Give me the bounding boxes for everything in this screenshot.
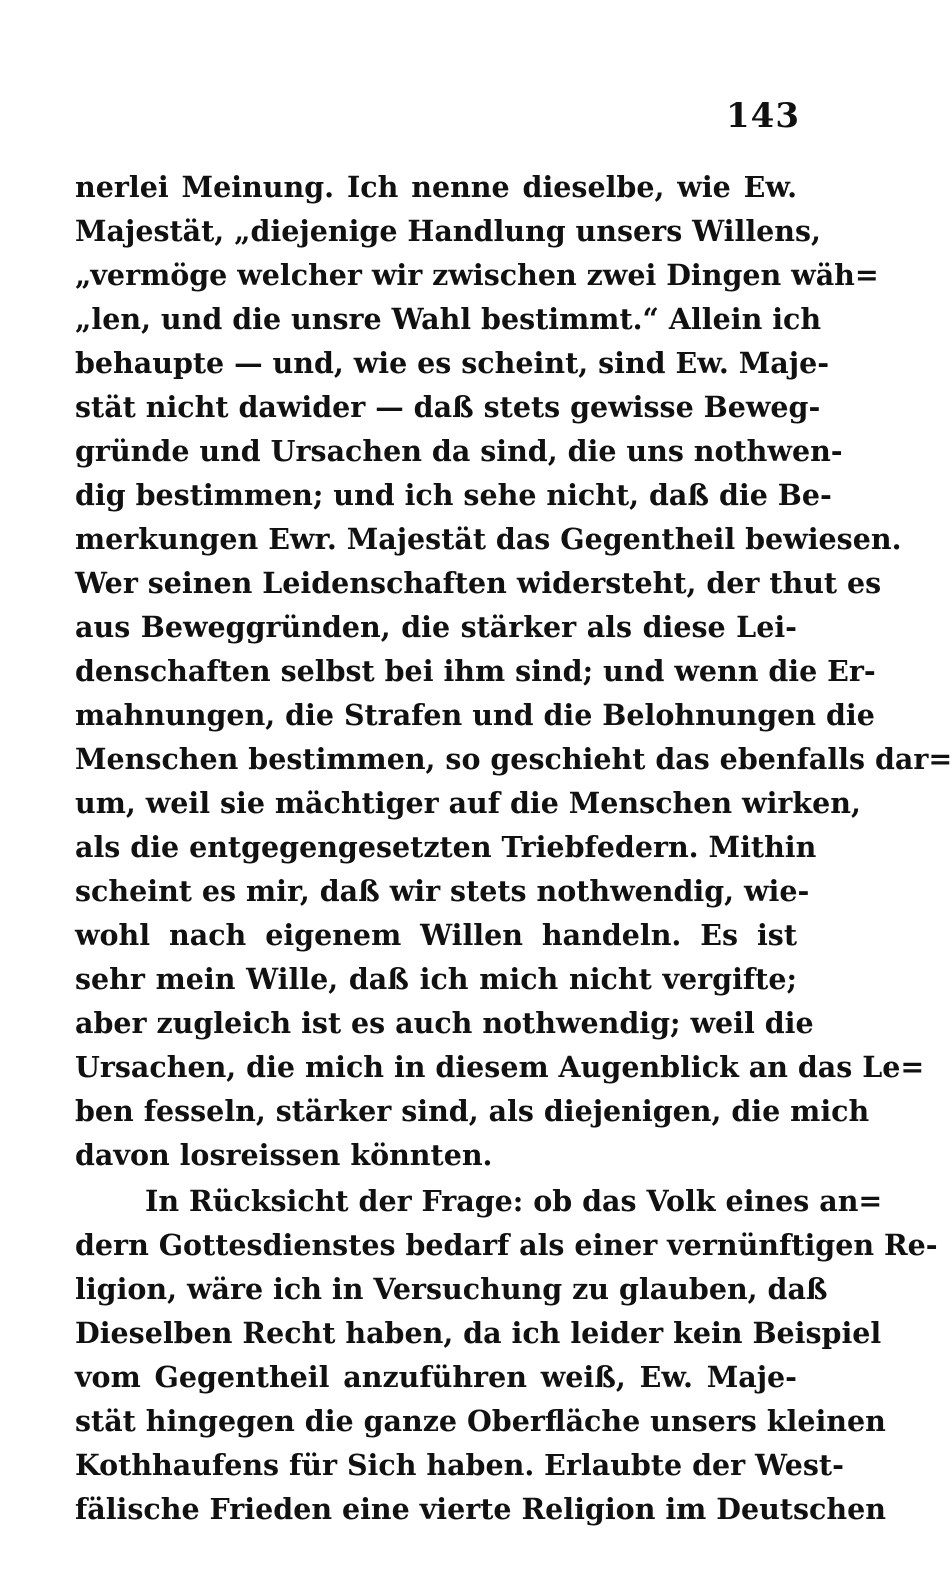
- text-line: sehr mein Wille, daß ich mich nicht vergifte;: [75, 962, 797, 996]
- text-line: behaupte — und, wie es scheint, sind Ew. Maje-: [75, 346, 830, 380]
- page-number: 143: [726, 96, 800, 136]
- text-line: als die entgegengesetzten Triebfedern. Mithin: [75, 830, 817, 864]
- text-line: dig bestimmen; und ich sehe nicht, daß die Be-: [75, 478, 832, 512]
- text-line: ligion, wäre ich in Versuchung zu glauben, daß: [75, 1272, 828, 1306]
- text-line: vom Gegentheil anzuführen weiß, Ew. Maje-: [75, 1360, 797, 1394]
- text-line: davon losreissen könnten.: [75, 1138, 493, 1172]
- text-line: um, weil sie mächtiger auf die Menschen wirken,: [75, 786, 861, 820]
- text-line: Majestät, „diejenige Handlung unsers Willens,: [75, 214, 821, 248]
- body-text: [75, 165, 952, 1531]
- text-line: aus Beweggründen, die stärker als diese Lei-: [75, 610, 797, 644]
- text-line: aber zugleich ist es auch nothwendig; weil die: [75, 1006, 814, 1040]
- text-line: „vermöge welcher wir zwischen zwei Dingen wäh=: [75, 258, 879, 292]
- text-line: fälische Frieden eine vierte Religion im Deutschen: [75, 1492, 886, 1526]
- text-line: In Rücksicht der Frage: ob das Volk eines an=: [145, 1184, 883, 1218]
- text-line: nerlei Meinung. Ich nenne dieselbe, wie Ew.: [75, 170, 797, 204]
- paragraph: [75, 165, 952, 1177]
- text-line: denschaften selbst bei ihm sind; und wenn die Er-: [75, 654, 876, 688]
- text-line: ben fesseln, stärker sind, als diejenigen, die mich: [75, 1094, 870, 1128]
- text-line: mahnungen, die Strafen und die Belohnungen die: [75, 698, 875, 732]
- text-line: „len, und die unsre Wahl bestimmt.“ Allein ich: [75, 302, 822, 336]
- paragraph: [75, 1179, 938, 1531]
- text-line: gründe und Ursachen da sind, die uns nothwen-: [75, 434, 843, 468]
- text-line: Kothhaufens für Sich haben. Erlaubte der West-: [75, 1448, 844, 1482]
- text-line: Dieselben Recht haben, da ich leider kein Beispiel: [75, 1316, 882, 1350]
- text-line: dern Gottesdienstes bedarf als einer vernünftigen Re-: [75, 1228, 938, 1262]
- text-line: scheint es mir, daß wir stets nothwendig, wie-: [75, 874, 810, 908]
- text-line: Ursachen, die mich in diesem Augenblick an das Le=: [75, 1050, 925, 1084]
- text-line: Wer seinen Leidenschaften widersteht, der thut es: [75, 566, 882, 600]
- text-line: stät nicht dawider — daß stets gewisse Beweg-: [75, 390, 821, 424]
- text-line: merkungen Ewr. Majestät das Gegentheil bewiesen.: [75, 522, 902, 556]
- text-line: stät hingegen die ganze Oberfläche unsers kleinen: [75, 1404, 886, 1438]
- text-line: Menschen bestimmen, so geschieht das ebenfalls dar=: [75, 742, 952, 776]
- text-line: wohl nach eigenem Willen handeln. Es ist: [75, 918, 797, 952]
